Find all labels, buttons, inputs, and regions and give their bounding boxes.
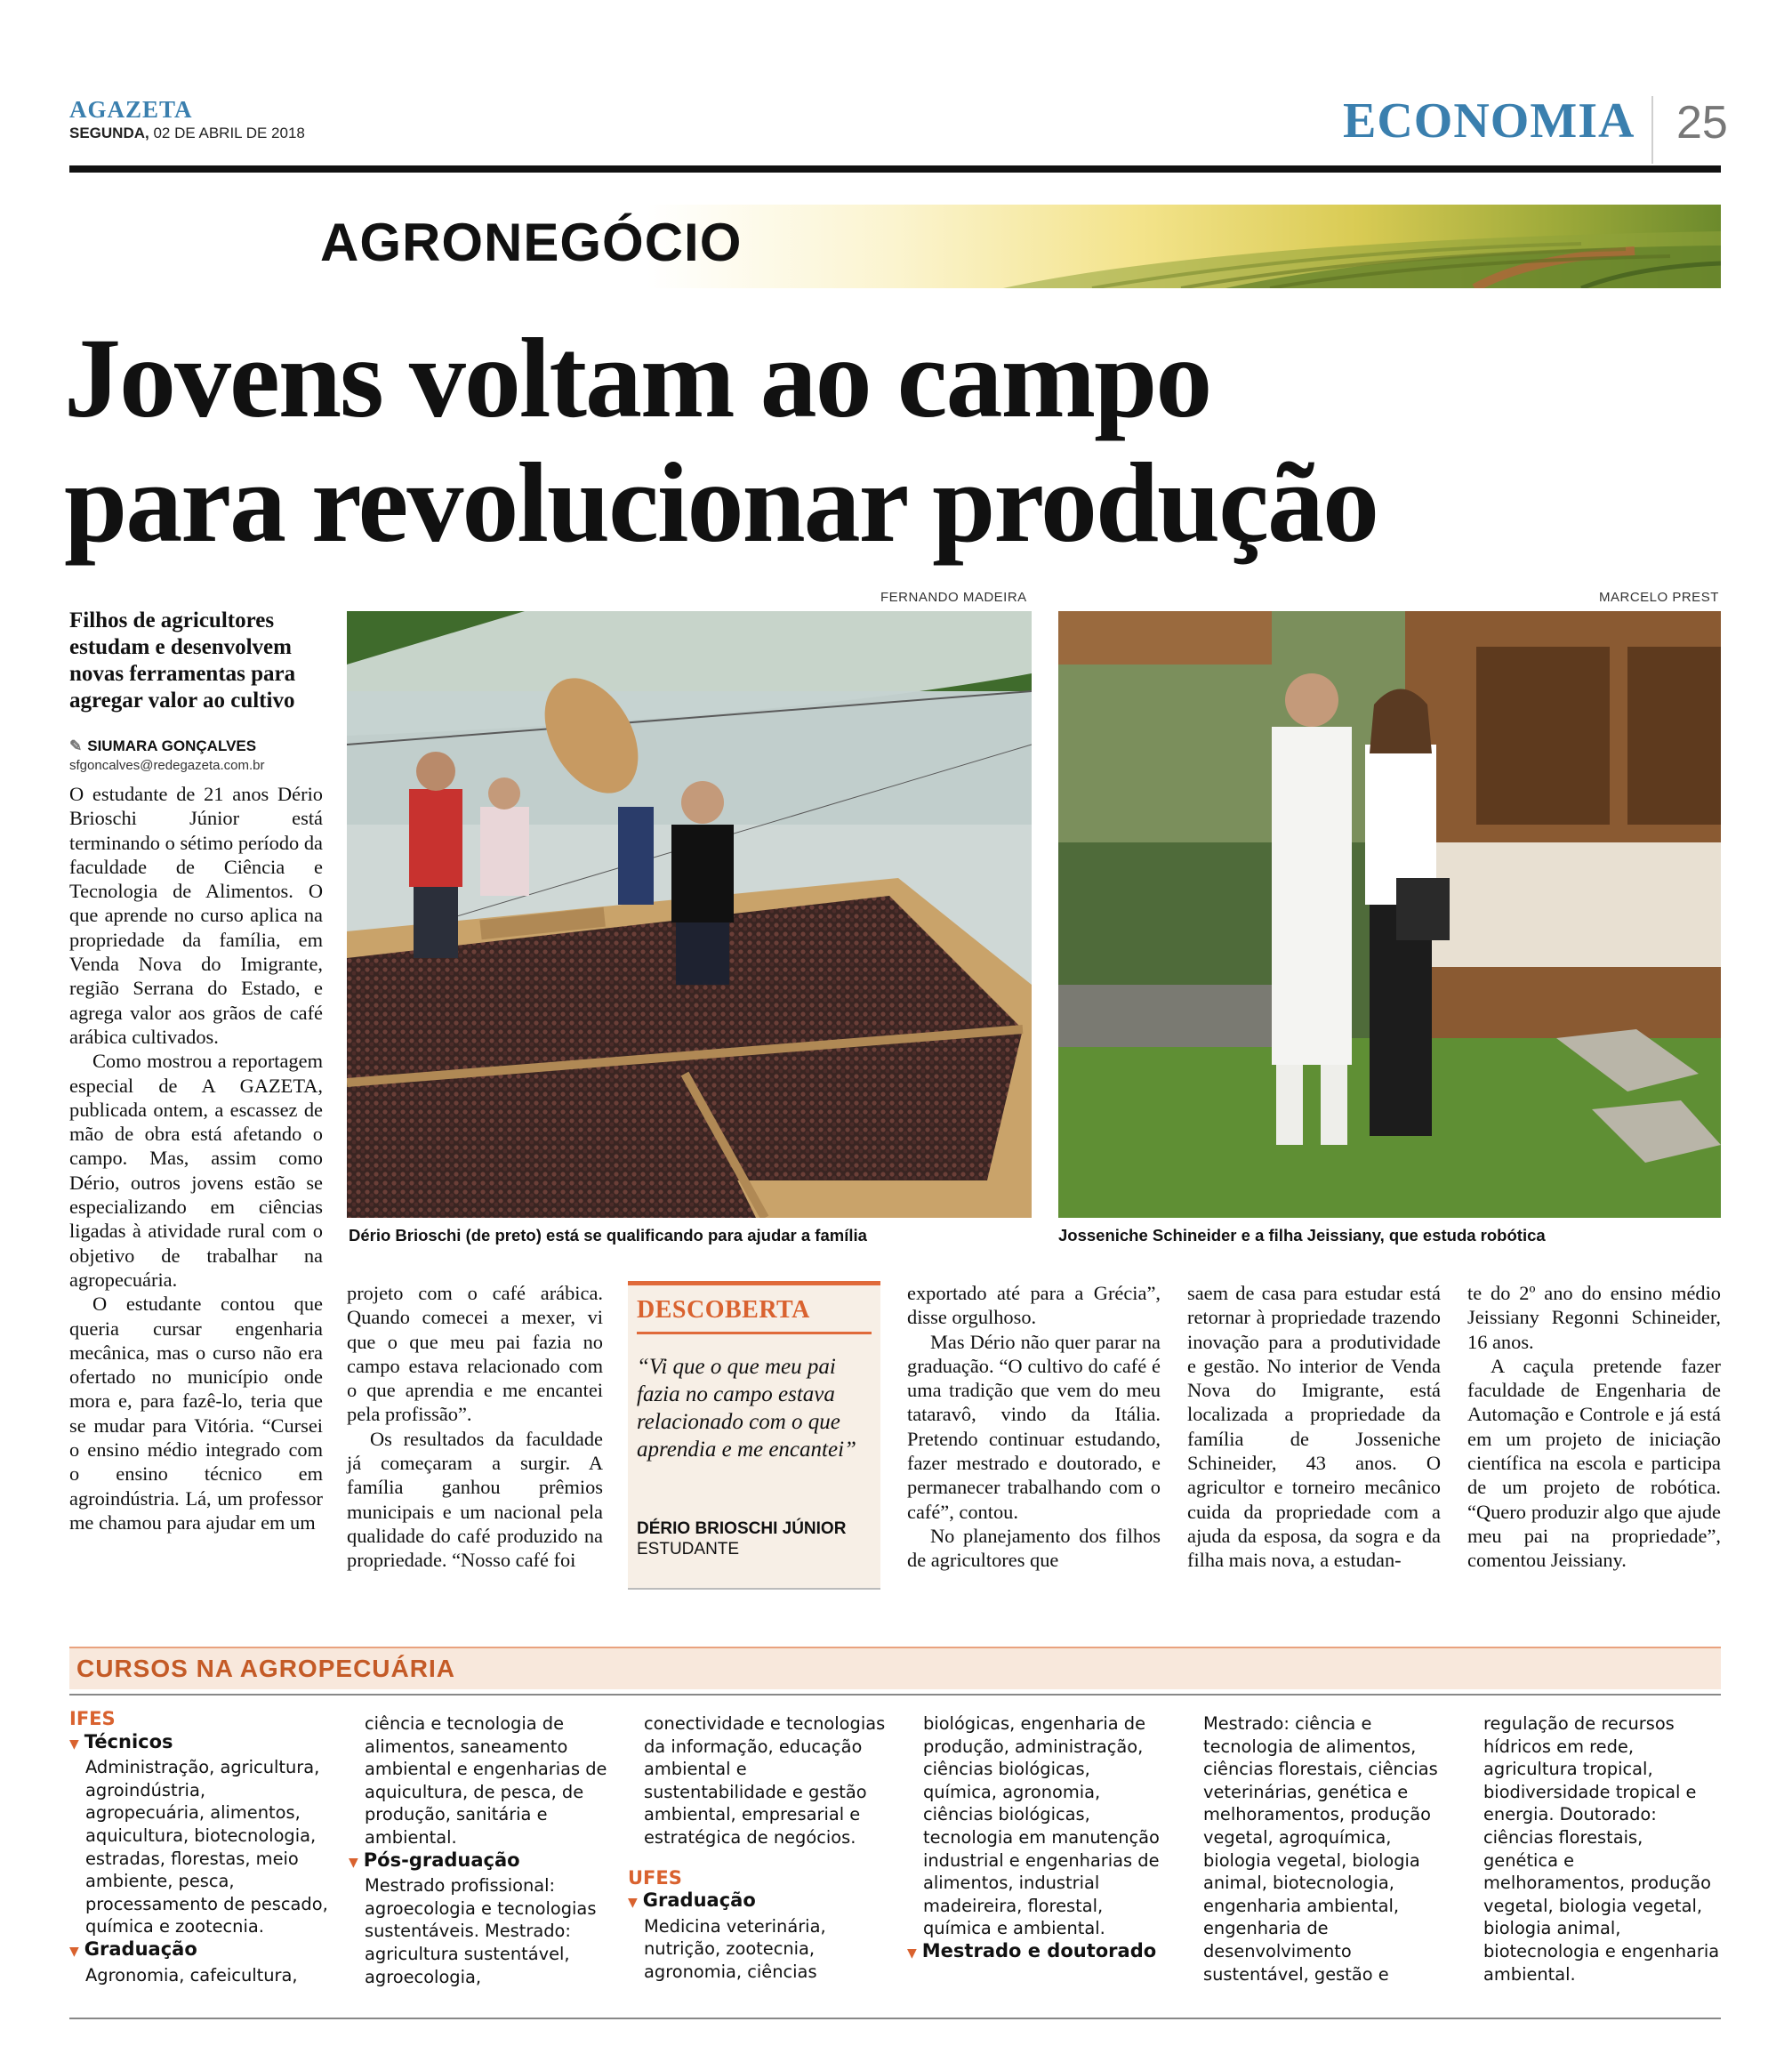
courses-column-4 bbox=[907, 1712, 1167, 1966]
course-list: Agronomia, cafeicultura, bbox=[85, 1964, 298, 1986]
headline-line-2: para revolucionar produção bbox=[64, 439, 1378, 566]
paragraph: projeto com o café arábica. Quando comecei a mexer, vi que o que meu pai fazia no campo estava relacionado com o que aprendia e me encantei pela profissão”. bbox=[347, 1282, 603, 1426]
headline bbox=[64, 316, 1736, 565]
masthead-separator bbox=[1651, 96, 1653, 164]
course-list: Mestrado: ciência e tecnologia de alimentos, ciências florestais, ciências veterinárias, genética e melhoramentos, produção vegetal, agroquímica, biologia vegetal, biologia animal, biotecnologia, engenharia ambiental, engenharia de desenvolvimento sustentável, gestão e bbox=[1203, 1713, 1438, 1985]
courses-column-2 bbox=[349, 1712, 608, 1988]
paragraph: Os resultados da faculdade já começaram a surgir. A família ganhou prêmios municipais e um nacional pela qualidade do café produzido na propriedade. “Nosso café foi bbox=[347, 1427, 603, 1572]
courses-rule bbox=[69, 1694, 1721, 1696]
pull-quote-text: “Vi que o que meu pai fazia no campo estava relacionado com o que aprendia e me encantei” bbox=[637, 1355, 856, 1462]
institution-ufes: UFES bbox=[628, 1866, 682, 1889]
course-level-label: Pós-graduação bbox=[363, 1849, 520, 1871]
field-banner-image bbox=[69, 205, 1721, 288]
paragraph: No planejamento dos filhos de agricultores que bbox=[907, 1524, 1161, 1572]
dateline bbox=[69, 125, 305, 142]
author-name: SIUMARA GONÇALVES bbox=[87, 737, 257, 754]
paragraph: O estudante de 21 anos Dério Brioschi Júnior está terminando o sétimo período da faculdade de Ciência e Tecnologia de Alimentos. O que aprende no curso aplica na propriedade da família, em Venda Nova do Imigrante, região Serrana do Estado, e agrega valor aos grãos de café arábica cultivados. bbox=[69, 783, 323, 1048]
pull-quote-rule bbox=[637, 1332, 872, 1334]
paragraph: exportado até para a Grécia”, disse orgulhoso. bbox=[907, 1282, 1161, 1329]
paragraph: O estudante contou que queria cursar engenharia mecânica, mas o curso não era ofertado no município onde mora e, para fazê-lo, teria que se mudar para Vitória. “Cursei o ensino médio integrado com o ensino técnico em agroindústria. Lá, um professor me chamou para ajudar em um bbox=[69, 1293, 323, 1534]
course-level-label: Mestrado e doutorado bbox=[921, 1939, 1157, 1961]
photo-caption-left: Dério Brioschi (de preto) está se qualificando para ajudar a família bbox=[349, 1226, 867, 1245]
paragraph: Mas Dério não quer parar na graduação. “O cultivo do café é uma tradição que vem do meu tataravô, vindo da Itália. Pretendo continuar estudando, fazer mestrado e doutorado, e permanecer trabalhando com o café”, contou. bbox=[907, 1330, 1161, 1523]
course-list: Administração, agricultura, agroindústria, agropecuária, alimentos, aquicultura, biotecnologia, estradas, florestas, meio ambiente, pesca, processamento de pescado, química e zootecnia. bbox=[85, 1757, 328, 1937]
course-list: ciência e tecnologia de alimentos, saneamento ambiental e engenharias de aquicultura, de pesca, de produção, sanitária e ambiental. bbox=[365, 1713, 607, 1848]
courses-column-6 bbox=[1467, 1712, 1721, 1986]
headline-line-1: Jovens voltam ao campo bbox=[64, 315, 1211, 441]
course-list: biológicas, engenharia de produção, administração, ciências biológicas, química, agronomia, ciências biológicas, tecnologia em manutenção industrial e engenharias de alimentos, industrial madeireira, florestal, química e ambiental. bbox=[923, 1713, 1160, 1939]
course-level-graduacao bbox=[69, 1938, 329, 1964]
triangle-down-icon: ▼ bbox=[69, 1736, 79, 1752]
pull-quote-heading: DESCOBERTA bbox=[637, 1296, 810, 1324]
pen-icon: ✎ bbox=[69, 737, 83, 754]
author-email[interactable]: sfgoncalves@redegazeta.com.br bbox=[69, 758, 265, 773]
body-column-3 bbox=[907, 1281, 1161, 1573]
courses-column-5 bbox=[1187, 1712, 1447, 1986]
photo-caption-right: Josseniche Schineider e a filha Jeissiany, que estuda robótica bbox=[1058, 1226, 1546, 1245]
triangle-down-icon: ▼ bbox=[628, 1896, 638, 1911]
body-column-4 bbox=[1187, 1281, 1441, 1573]
course-level-label: Técnicos bbox=[84, 1730, 173, 1752]
triangle-down-icon: ▼ bbox=[69, 1944, 79, 1959]
byline bbox=[69, 737, 256, 755]
pull-quote-attribution bbox=[637, 1518, 872, 1559]
courses-title: CURSOS NA AGROPECUÁRIA bbox=[76, 1655, 455, 1682]
coffee-drying-greenhouse-image bbox=[347, 611, 1032, 1218]
courses-column-3 bbox=[628, 1712, 888, 1984]
pull-quote-role: ESTUDANTE bbox=[637, 1540, 740, 1559]
paragraph: te do 2º ano do ensino médio Jeissiany Regonni Schineider, 16 anos. bbox=[1467, 1282, 1721, 1353]
course-level-graduacao bbox=[628, 1889, 888, 1915]
newspaper-logo: AGAZETA bbox=[69, 96, 193, 123]
course-level-label: Graduação bbox=[84, 1937, 197, 1960]
photo-credit-right: MARCELO PREST bbox=[1599, 590, 1719, 605]
pull-quote-name: DÉRIO BRIOSCHI JÚNIOR bbox=[637, 1519, 847, 1538]
lead-deck: Filhos de agricultores estudam e desenvolvem novas ferramentas para agregar valor ao cultivo bbox=[69, 608, 296, 713]
page-number: 25 bbox=[1676, 97, 1728, 149]
paragraph: saem de casa para estudar está retornar à propriedade trazendo inovação para a produtividade e gestão. No interior de Venda Nova do Imigrante, está localizada a propriedade da família de Josseniche Schineider, 43 anos. O agricultor e torneiro mecânico cuida da propriedade com a ajuda da esposa, da sogra e da filha mais nova, a estudan- bbox=[1187, 1282, 1441, 1572]
section-title: ECONOMIA bbox=[1343, 93, 1635, 149]
pull-quote-box bbox=[628, 1281, 880, 1590]
page-bottom-rule bbox=[69, 2018, 1721, 2019]
masthead-rule bbox=[69, 165, 1721, 173]
triangle-down-icon: ▼ bbox=[907, 1945, 917, 1961]
body-column-5 bbox=[1467, 1281, 1721, 1573]
garden-portrait-image bbox=[1058, 611, 1721, 1218]
field-rows-illustration bbox=[69, 205, 1721, 288]
triangle-down-icon: ▼ bbox=[349, 1855, 358, 1870]
dateline-date: 02 DE ABRIL DE 2018 bbox=[149, 125, 305, 141]
body-column-1 bbox=[69, 782, 323, 1534]
photo-father-daughter bbox=[1058, 611, 1721, 1218]
courses-column-1 bbox=[69, 1708, 329, 1986]
dateline-weekday: SEGUNDA, bbox=[69, 125, 149, 141]
body-column-2 bbox=[347, 1281, 603, 1573]
paragraph: Como mostrou a reportagem especial de A GAZETA, publicada ontem, a escassez de mão de obra está afetando o campo. Mas, assim como Dério, outros jovens estão se especializando em ciências ligadas à atividade rural com o objetivo de trabalhar na agropecuária. bbox=[69, 1050, 323, 1291]
course-list: regulação de recursos hídricos em rede, agricultura tropical, biodiversidade tropical e energia. Doutorado: ciências florestais, genética e melhoramentos, produção vegetal, biologia vegetal, biologia animal, biotecnologia e engenharia ambiental. bbox=[1483, 1713, 1720, 1985]
paragraph: A caçula pretende fazer faculdade de Engenharia de Automação e Controle e já está em um projeto de iniciação científica na escola e participa de um projeto de robótica. “Quero produzir algo que ajude meu pai na propriedade”, comentou Jeissiany. bbox=[1467, 1354, 1721, 1572]
institution-ifes: IFES bbox=[69, 1708, 116, 1729]
photo-credit-left: FERNANDO MADEIRA bbox=[880, 590, 1027, 605]
course-list: Mestrado profissional: agroecologia e tecnologias sustentáveis. Mestrado: agricultura sustentável, agroecologia, bbox=[365, 1875, 597, 1987]
photo-coffee-drying bbox=[347, 611, 1032, 1218]
course-list: Medicina veterinária, nutrição, zootecnia, agronomia, ciências bbox=[644, 1915, 826, 1982]
course-level-mestrado-doutorado bbox=[907, 1940, 1167, 1966]
kicker: AGRONEGÓCIO bbox=[320, 213, 743, 272]
course-level-label: Graduação bbox=[642, 1889, 756, 1912]
course-list: conectividade e tecnologias da informação, educação ambiental e sustentabilidade e gestão ambiental, empresarial e estratégica de negócios. bbox=[644, 1713, 886, 1848]
course-level-pos-graduacao bbox=[349, 1849, 608, 1875]
course-level-tecnicos bbox=[69, 1731, 329, 1757]
